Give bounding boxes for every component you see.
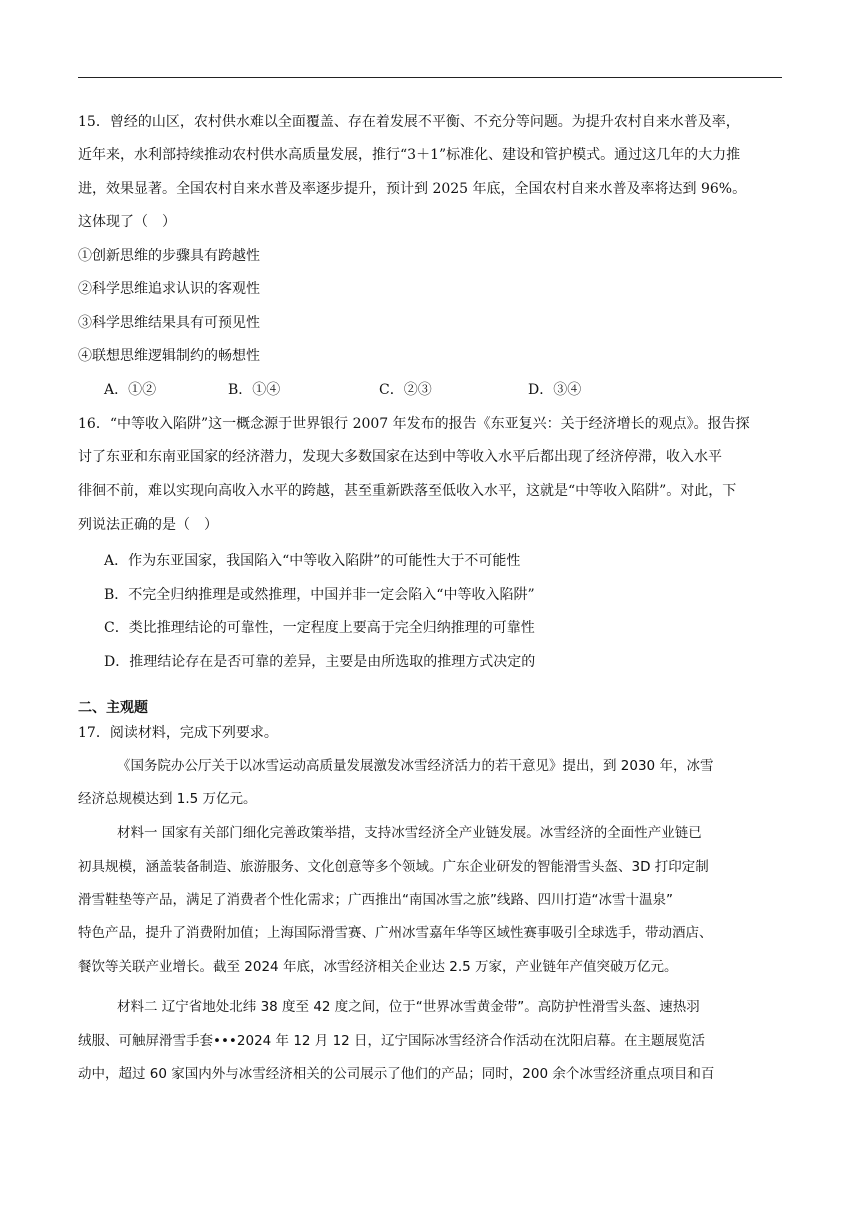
q17-material1-line: 滑雪鞋垫等产品，满足了消费者个性化需求；广西推出“南国冰雪之旅”线路、四川打造“冰雪十温泉”: [78, 892, 673, 908]
q15-item: ③科学思维结果具有可预见性: [78, 315, 260, 331]
q15-option-b[interactable]: B．①④: [228, 382, 281, 398]
q15-item: ①创新思维的步骤具有跨越性: [78, 248, 260, 264]
q15-item: ④联想思维逻辑制约的畅想性: [78, 348, 260, 364]
q15-text-line: 进，效果显著。全国农村自来水普及率逐步提升，预计到 2025 年底，全国农村自来水普及率将达到 96%。: [78, 181, 747, 197]
q15-text-line: 近年来，水利部持续推动农村供水高质量发展，推行“3＋1”标准化、建设和管护模式。通过这几年的大力推: [78, 147, 741, 163]
q16-option-c[interactable]: C．类比推理结论的可靠性，一定程度上要高于完全归纳推理的可靠性: [104, 620, 535, 636]
q17-intro-line: 《国务院办公厅关于以冰雪运动高质量发展激发冰雪经济活力的若干意见》提出，到 2030 年，冰雪: [117, 758, 714, 774]
q17-stem: 17．阅读材料，完成下列要求。: [78, 725, 278, 741]
q15-option-a[interactable]: A．①②: [104, 382, 157, 398]
q16-text-line: 16．“中等收入陷阱”这一概念源于世界银行 2007 年发布的报告《东亚复兴：关于经济增长的观点》。报告探: [78, 416, 750, 432]
q17-material2-line: 动中，超过 60 家国内外与冰雪经济相关的公司展示了他们的产品；同时，200 余个冰雪经济重点项目和百: [78, 1066, 715, 1082]
q16-option-a[interactable]: A．作为东亚国家，我国陷入“中等收入陷阱”的可能性大于不可能性: [104, 553, 521, 569]
q16-option-d[interactable]: D．推理结论存在是否可靠的差异，主要是由所选取的推理方式决定的: [104, 654, 536, 670]
q15-options: [104, 380, 764, 400]
q17-material1-line: 初具规模，涵盖装备制造、旅游服务、文化创意等多个领域。广东企业研发的智能滑雪头盔、3D 打印定制: [78, 859, 709, 875]
q15-option-c[interactable]: C．②③: [379, 382, 432, 398]
q17-material1-line: 特色产品，提升了消费附加值；上海国际滑雪赛、广州冰雪嘉年华等区域性赛事吸引全球选手，带动酒店、: [78, 925, 713, 941]
header-rule: [78, 77, 782, 78]
q15-item: ②科学思维追求认识的客观性: [78, 281, 260, 297]
q17-material2-line: 绒服、可触屏滑雪手套•••2024 年 12 月 12 日，辽宁国际冰雪经济合作活动在沈阳启幕。在主题展览活: [78, 1033, 706, 1049]
q16-text-line: 列说法正确的是（ ）: [78, 517, 218, 533]
q16-option-b[interactable]: B．不完全归纳推理是或然推理，中国并非一定会陷入“中等收入陷阱”: [104, 587, 535, 603]
q15-text-line: 这体现了（ ）: [78, 214, 176, 230]
q16-text-line: 徘徊不前，难以实现向高收入水平的跨越，甚至重新跌落至低收入水平，这就是“中等收入陷阱”。对此，下: [78, 483, 737, 499]
section-title: 二、主观题: [78, 700, 148, 716]
q15-option-d[interactable]: D．③④: [528, 382, 582, 398]
q17-material1-line: 材料一 国家有关部门细化完善政策举措，支持冰雪经济全产业链发展。冰雪经济的全面性产业链已: [117, 825, 702, 841]
q17-intro-line: 经济总规模达到 1.5 万亿元。: [78, 791, 257, 807]
q15-text-line: 15．曾经的山区，农村供水难以全面覆盖、存在着发展不平衡、不充分等问题。为提升农村自来水普及率，: [78, 114, 740, 130]
q16-text-line: 讨了东亚和东南亚国家的经济潜力，发现大多数国家在达到中等收入水平后都出现了经济停滞，收入水平: [78, 449, 722, 465]
q17-material1-line: 餐饮等关联产业增长。截至 2024 年底，冰雪经济相关企业达 2.5 万家，产业链年产值突破万亿元。: [78, 959, 678, 975]
q17-material2-line: 材料二 辽宁省地处北纬 38 度至 42 度之间，位于“世界冰雪黄金带”。高防护性滑雪头盔、速热羽: [117, 999, 700, 1015]
